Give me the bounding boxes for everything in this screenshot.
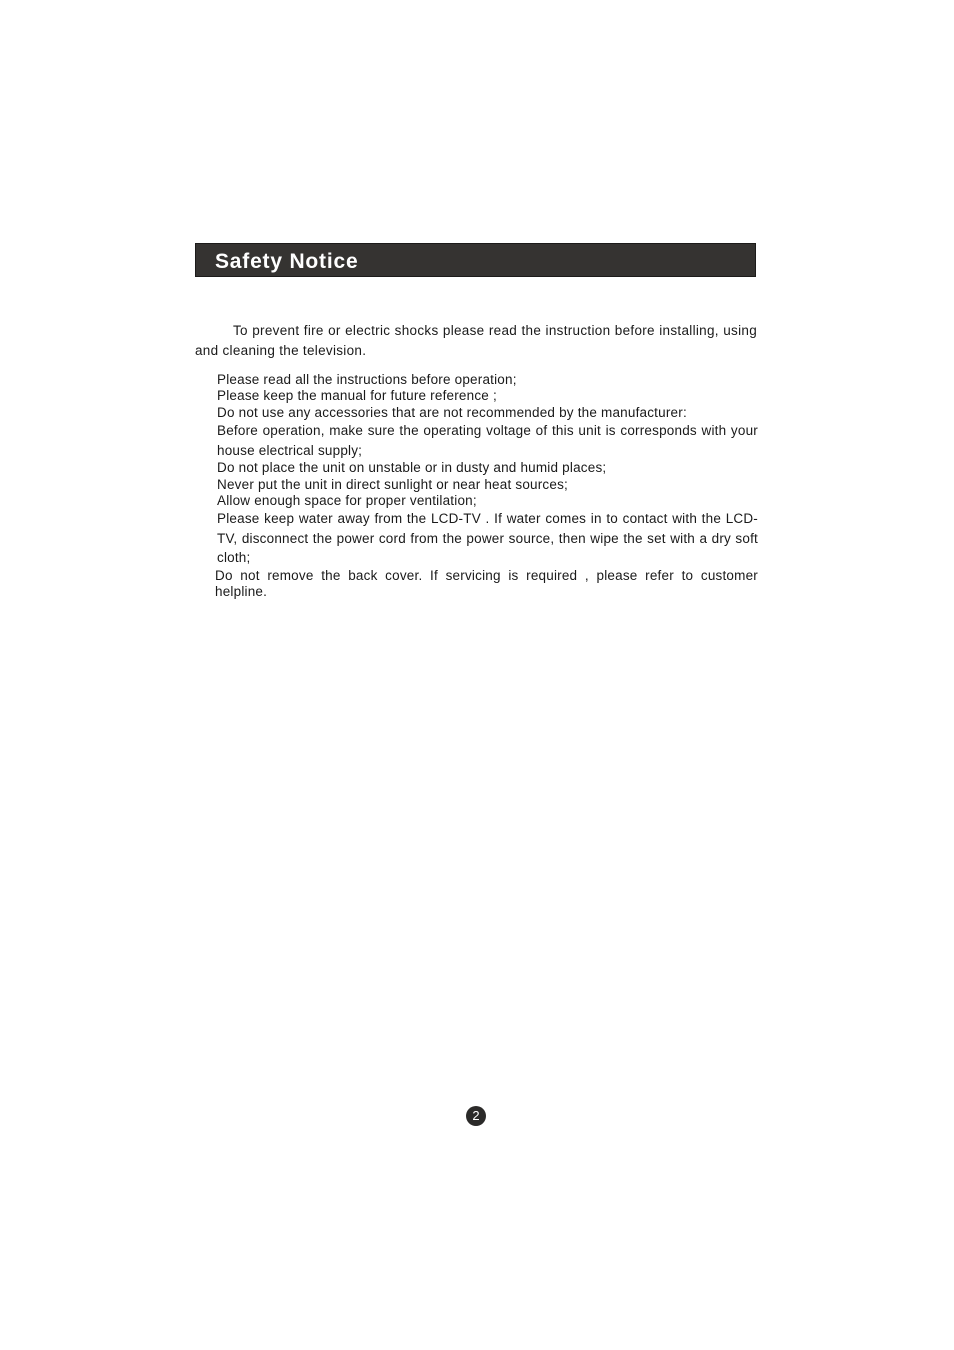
safety-rule-read-instructions: Please read all the instructions before operation; (217, 372, 517, 387)
intro-paragraph: To prevent fire or electric shocks please read the instruction before installing, using and cleaning the television. (195, 323, 757, 358)
section-title: Safety Notice (215, 250, 359, 273)
safety-rule-back-cover: Do not remove the back cover. If servicing is required , please refer to customer helpline. (215, 567, 758, 600)
safety-rule-accessories: Do not use any accessories that are not recommended by the manufacturer: (217, 404, 687, 420)
safety-rule-ventilation: Allow enough space for proper ventilation; (217, 493, 477, 509)
safety-rule-sunlight-heat: Never put the unit in direct sunlight or near heat sources; (217, 476, 568, 492)
section-title-bar (195, 243, 756, 277)
page-number-badge: 2 (466, 1106, 486, 1126)
safety-rules-list (217, 372, 758, 601)
safety-rule-placement: Do not place the unit on unstable or in dusty and humid places; (217, 460, 607, 476)
safety-rule-keep-manual: Please keep the manual for future reference ; (217, 388, 497, 404)
safety-rule-voltage: Before operation, make sure the operating voltage of this unit is corresponds with your house electrical supply; (217, 423, 758, 458)
safety-rule-water: Please keep water away from the LCD-TV . If water comes in to contact with the LCD-TV, disconnect the power cord from the power source, then wipe the set with a dry soft cloth; (217, 511, 758, 566)
